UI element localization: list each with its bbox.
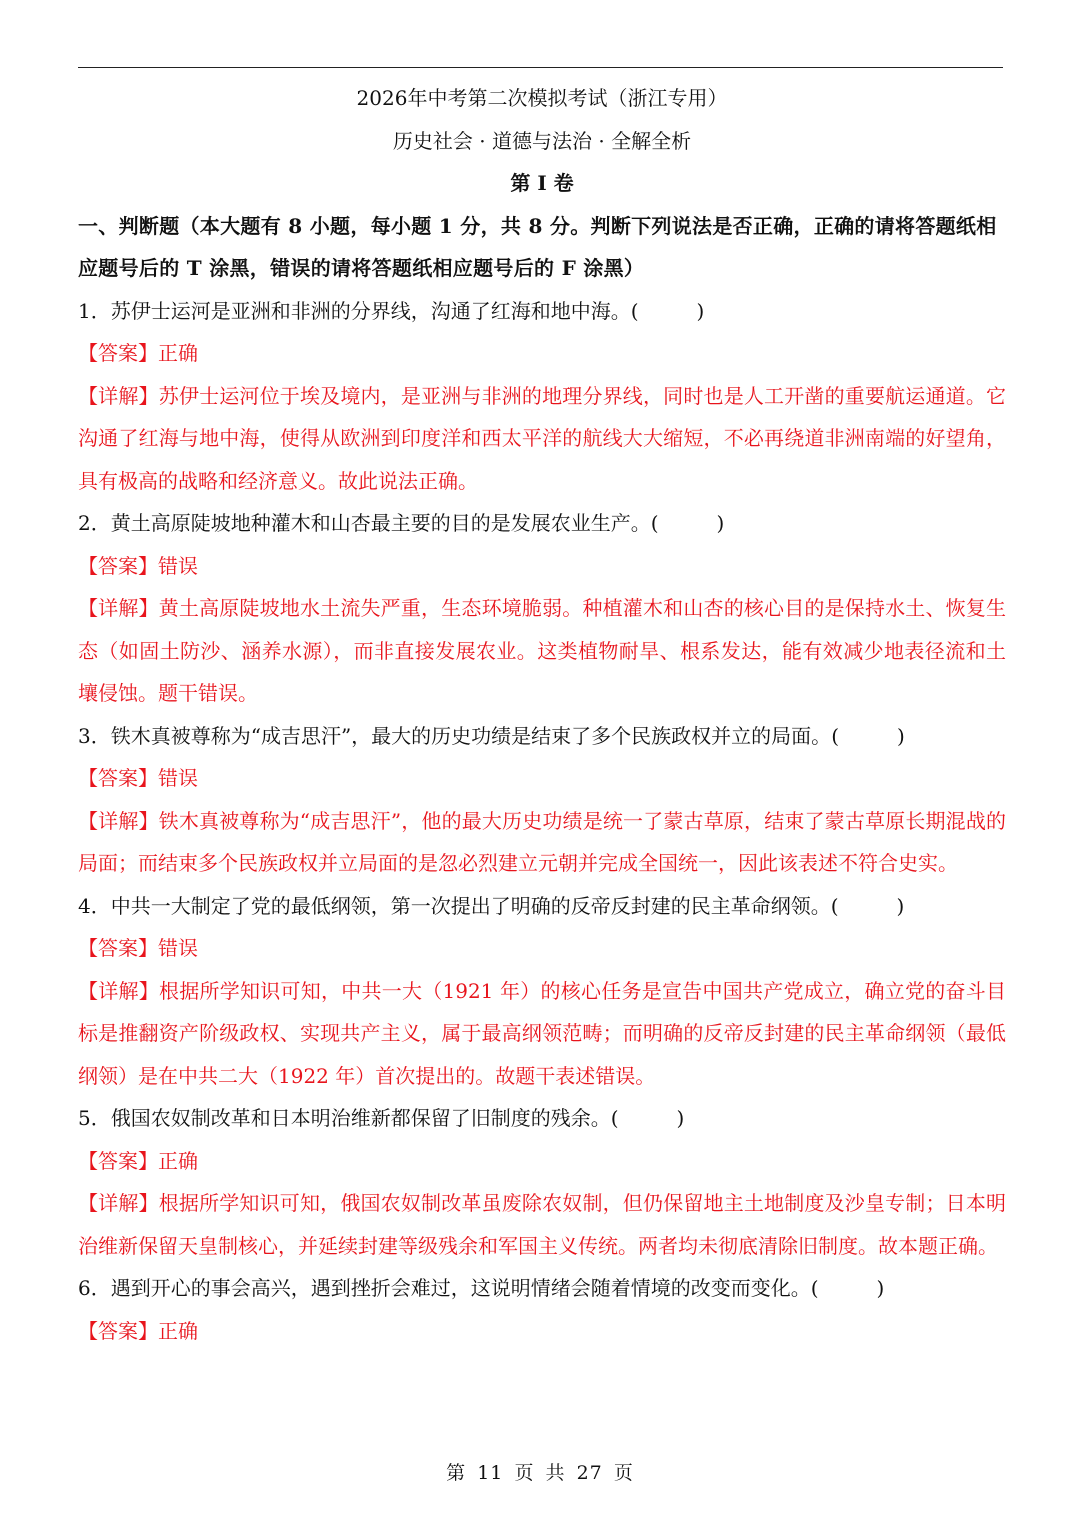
answer-value: 错误 <box>158 936 198 960</box>
detail-text: 根据所学知识可知，俄国农奴制改革虽废除农奴制，但仍保留地主土地制度及沙皇专制；日本明治维新保留天皇制核心，并延续封建等级残余和军国主义传统。两者均未彻底清除旧制度。故本题正确。 <box>78 1191 1007 1258</box>
volume-label: 第 I 卷 <box>510 171 574 195</box>
question-stem: 5．俄国农奴制改革和日本明治维新都保留了旧制度的残余。( ) <box>78 1106 685 1130</box>
answer-value: 正确 <box>158 1318 198 1343</box>
answer-value: 正确 <box>158 341 198 365</box>
detail-paragraph <box>78 587 1006 715</box>
question-stem: 4．中共一大制定了党的最低纲领，第一次提出了明确的反帝反封建的民主革命纲领。( ) <box>78 893 905 918</box>
detail-tag: 【详解】 <box>78 978 159 1003</box>
detail-tag: 【详解】 <box>78 596 159 620</box>
question-stem: 3．铁木真被尊称为“成吉思汗”，最大的历史功绩是结束了多个民族政权并立的局面。( ) <box>78 723 905 748</box>
header-rule <box>78 67 1003 68</box>
detail-tag: 【详解】 <box>78 808 159 833</box>
answer-line <box>78 545 1006 588</box>
answer-line <box>78 1140 1006 1183</box>
question-stem: 2．黄土高原陡坡地种灌木和山杏最主要的目的是发展农业生产。( ) <box>78 511 725 535</box>
answer-value: 错误 <box>158 553 198 578</box>
answer-tag: 【答案】 <box>78 553 158 578</box>
answer-line <box>78 757 1006 800</box>
question-stem: 6．遇到开心的事会高兴，遇到挫折会难过，这说明情绪会随着情境的改变而变化。( ) <box>78 1276 885 1300</box>
page-footer: 第 11 页 共 27 页 <box>446 1462 634 1484</box>
detail-text: 根据所学知识可知，中共一大（1921 年）的核心任务是宣告中国共产党成立，确立党的奋斗目标是推翻资产阶级政权、实现共产主义，属于最高纲领范畴；而明确的反帝反封建的民主革命纲领（最低纲领）是在中共二大（1922 年）首次提出的。故题干表述错误。 <box>78 978 1006 1088</box>
detail-paragraph <box>78 1182 1006 1267</box>
detail-text: 铁木真被尊称为“成吉思汗”，他的最大历史功绩是统一了蒙古草原，结束了蒙古草原长期混战的局面；而结束多个民族政权并立局面的是忽必烈建立元朝并完成全国统一，因此该表述不符合史实。 <box>78 808 1006 875</box>
detail-text: 黄土高原陡坡地水土流失严重，生态环境脆弱。种植灌木和山杏的核心目的是保持水土、恢复生态（如固土防沙、涵养水源），而非直接发展农业。这类植物耐旱、根系发达，能有效减少地表径流和土壤侵蚀。题干错误。 <box>78 596 1007 705</box>
answer-line <box>78 1310 1006 1353</box>
detail-tag: 【详解】 <box>78 383 159 408</box>
section-heading: 一、判断题（本大题有 8 小题，每小题 1 分，共 8 分。判断下列说法是否正确，正确的请将答题纸相应题号后的 T 涂黑，错误的请将答题纸相应题号后的 F 涂黑） <box>78 213 997 280</box>
detail-tag: 【详解】 <box>78 1191 159 1215</box>
answer-tag: 【答案】 <box>78 936 158 960</box>
detail-paragraph <box>78 800 1006 885</box>
detail-paragraph <box>78 375 1006 503</box>
answer-value: 错误 <box>158 766 198 790</box>
detail-text: 苏伊士运河位于埃及境内，是亚洲与非洲的地理分界线，同时也是人工开凿的重要航运通道。它沟通了红海与地中海，使得从欧洲到印度洋和西太平洋的航线大大缩短，不必再绕道非洲南端的好望角，具有极高的战略和经济意义。故此说法正确。 <box>78 383 1007 493</box>
page-content <box>78 77 1006 1352</box>
answer-value: 正确 <box>158 1148 198 1173</box>
question-stem: 1．苏伊士运河是亚洲和非洲的分界线，沟通了红海和地中海。( ) <box>78 298 705 323</box>
exam-title: 2026年中考第二次模拟考试（浙江专用） <box>356 86 728 110</box>
answer-tag: 【答案】 <box>78 341 158 365</box>
exam-subtitle: 历史社会 · 道德与法治 · 全解全析 <box>392 128 692 153</box>
page-number: 11 <box>477 1462 504 1484</box>
answer-tag: 【答案】 <box>78 1148 158 1173</box>
detail-paragraph <box>78 970 1006 1098</box>
answer-tag: 【答案】 <box>78 766 158 790</box>
answer-tag: 【答案】 <box>78 1318 158 1343</box>
total-pages: 27 <box>576 1462 603 1484</box>
answer-line <box>78 332 1006 375</box>
answer-line <box>78 927 1006 970</box>
